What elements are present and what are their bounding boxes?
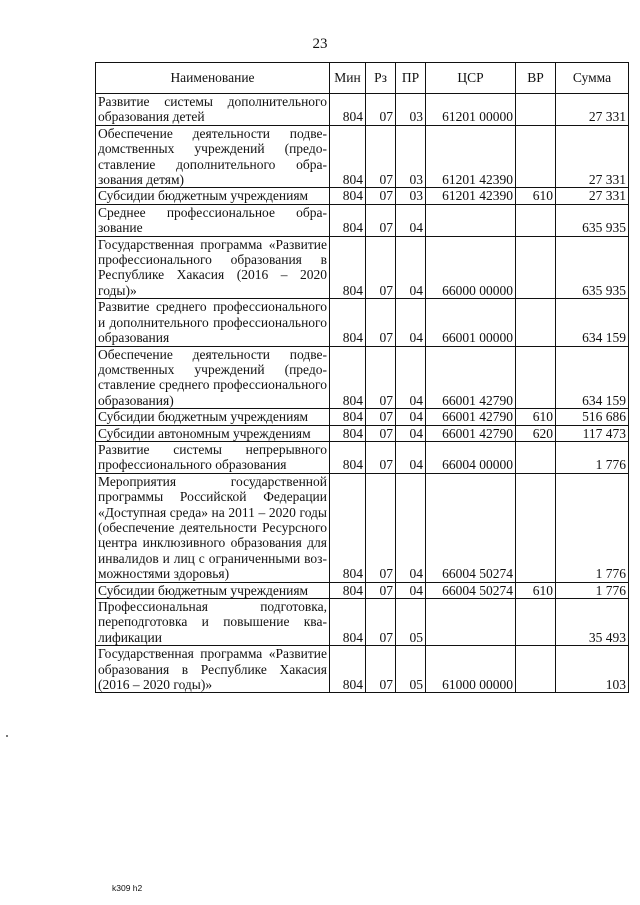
cell-vr bbox=[516, 299, 556, 346]
cell-csr: 66004 50274 bbox=[426, 473, 516, 582]
cell-vr: 610 bbox=[516, 582, 556, 598]
cell-pr: 04 bbox=[396, 346, 426, 409]
cell-sum: 27 331 bbox=[556, 125, 629, 188]
cell-pr: 04 bbox=[396, 425, 426, 441]
cell-name: Профессиональная подготовка, переподготовка и повышение квалификации bbox=[96, 599, 330, 646]
header-min: Мин bbox=[330, 63, 366, 94]
cell-pr: 04 bbox=[396, 582, 426, 598]
header-rz: Рз bbox=[366, 63, 396, 94]
cell-name: Мероприятия государственной программы Российской Федерации «Доступная среда» на 2011 – 2020 годы (обеспечение деятельности Ресурсного центра инклюзивного образования для инвалидов и лиц с ограниченными возможностями здоровья) bbox=[96, 473, 330, 582]
cell-min: 804 bbox=[330, 599, 366, 646]
table-row bbox=[96, 299, 629, 346]
cell-sum: 27 331 bbox=[556, 188, 629, 204]
cell-min: 804 bbox=[330, 204, 366, 236]
cell-name: Государственная программа «Развитие образования в Республике Хакасия (2016 – 2020 годы)» bbox=[96, 646, 330, 693]
header-sum: Сумма bbox=[556, 63, 629, 94]
cell-sum: 634 159 bbox=[556, 346, 629, 409]
cell-min: 804 bbox=[330, 425, 366, 441]
cell-min: 804 bbox=[330, 125, 366, 188]
cell-name: Субсидии бюджетным учреждениям bbox=[96, 409, 330, 425]
cell-rz: 07 bbox=[366, 473, 396, 582]
cell-name: Обеспечение деятельности подведомственных учреждений (предоставление среднего профессионального образования) bbox=[96, 346, 330, 409]
cell-vr bbox=[516, 599, 556, 646]
table-row bbox=[96, 425, 629, 441]
cell-vr bbox=[516, 236, 556, 299]
cell-name: Субсидии бюджетным учреждениям bbox=[96, 188, 330, 204]
cell-vr: 610 bbox=[516, 409, 556, 425]
header-csr: ЦСР bbox=[426, 63, 516, 94]
cell-sum: 1 776 bbox=[556, 473, 629, 582]
cell-rz: 07 bbox=[366, 236, 396, 299]
cell-csr: 66001 42790 bbox=[426, 425, 516, 441]
table-row bbox=[96, 409, 629, 425]
cell-rz: 07 bbox=[366, 582, 396, 598]
cell-vr: 620 bbox=[516, 425, 556, 441]
cell-pr: 05 bbox=[396, 599, 426, 646]
cell-csr: 66004 50274 bbox=[426, 582, 516, 598]
cell-pr: 05 bbox=[396, 646, 426, 693]
table-row bbox=[96, 94, 629, 126]
cell-pr: 04 bbox=[396, 441, 426, 473]
cell-vr bbox=[516, 125, 556, 188]
cell-sum: 516 686 bbox=[556, 409, 629, 425]
cell-pr: 03 bbox=[396, 125, 426, 188]
cell-min: 804 bbox=[330, 646, 366, 693]
cell-rz: 07 bbox=[366, 204, 396, 236]
cell-min: 804 bbox=[330, 441, 366, 473]
table-row bbox=[96, 236, 629, 299]
table-row bbox=[96, 204, 629, 236]
cell-csr: 66001 42790 bbox=[426, 409, 516, 425]
cell-rz: 07 bbox=[366, 409, 396, 425]
cell-name: Субсидии автономным учреждениям bbox=[96, 425, 330, 441]
cell-name: Развитие системы дополнительного образования детей bbox=[96, 94, 330, 126]
table-row bbox=[96, 441, 629, 473]
cell-sum: 117 473 bbox=[556, 425, 629, 441]
cell-vr bbox=[516, 346, 556, 409]
header-name: Наименование bbox=[96, 63, 330, 94]
cell-vr bbox=[516, 473, 556, 582]
cell-csr bbox=[426, 204, 516, 236]
cell-min: 804 bbox=[330, 582, 366, 598]
cell-rz: 07 bbox=[366, 425, 396, 441]
cell-csr: 66001 42790 bbox=[426, 346, 516, 409]
scan-mark bbox=[6, 735, 8, 737]
cell-rz: 07 bbox=[366, 441, 396, 473]
cell-csr bbox=[426, 599, 516, 646]
cell-name: Обеспечение деятельности подведомственных учреждений (предоставление дополнительного образования детям) bbox=[96, 125, 330, 188]
cell-min: 804 bbox=[330, 346, 366, 409]
cell-name: Государственная программа «Развитие профессионального образования в Республике Хакасия (2016 – 2020 годы)» bbox=[96, 236, 330, 299]
page-number: 23 bbox=[312, 36, 328, 52]
cell-csr: 61201 42390 bbox=[426, 188, 516, 204]
cell-csr: 66001 00000 bbox=[426, 299, 516, 346]
cell-csr: 61000 00000 bbox=[426, 646, 516, 693]
cell-vr bbox=[516, 646, 556, 693]
cell-vr bbox=[516, 204, 556, 236]
cell-sum: 635 935 bbox=[556, 204, 629, 236]
table-row bbox=[96, 646, 629, 693]
cell-sum: 1 776 bbox=[556, 582, 629, 598]
cell-rz: 07 bbox=[366, 599, 396, 646]
cell-sum: 1 776 bbox=[556, 441, 629, 473]
cell-csr: 61201 42390 bbox=[426, 125, 516, 188]
cell-rz: 07 bbox=[366, 125, 396, 188]
cell-sum: 35 493 bbox=[556, 599, 629, 646]
cell-pr: 04 bbox=[396, 473, 426, 582]
cell-vr: 610 bbox=[516, 188, 556, 204]
cell-rz: 07 bbox=[366, 299, 396, 346]
cell-csr: 66004 00000 bbox=[426, 441, 516, 473]
cell-rz: 07 bbox=[366, 646, 396, 693]
cell-rz: 07 bbox=[366, 188, 396, 204]
cell-min: 804 bbox=[330, 473, 366, 582]
cell-pr: 03 bbox=[396, 94, 426, 126]
header-pr: ПР bbox=[396, 63, 426, 94]
cell-name: Развитие среднего профессионального и дополнительного профессионального образования bbox=[96, 299, 330, 346]
cell-rz: 07 bbox=[366, 346, 396, 409]
cell-pr: 04 bbox=[396, 236, 426, 299]
cell-sum: 635 935 bbox=[556, 236, 629, 299]
cell-min: 804 bbox=[330, 299, 366, 346]
header-vr: ВР bbox=[516, 63, 556, 94]
cell-min: 804 bbox=[330, 188, 366, 204]
table-row bbox=[96, 473, 629, 582]
table-body bbox=[96, 94, 629, 693]
cell-min: 804 bbox=[330, 94, 366, 126]
cell-csr: 61201 00000 bbox=[426, 94, 516, 126]
cell-pr: 04 bbox=[396, 204, 426, 236]
cell-sum: 634 159 bbox=[556, 299, 629, 346]
table-row bbox=[96, 125, 629, 188]
budget-table bbox=[95, 62, 629, 693]
table-row bbox=[96, 346, 629, 409]
cell-name: Субсидии бюджетным учреждениям bbox=[96, 582, 330, 598]
cell-min: 804 bbox=[330, 409, 366, 425]
cell-pr: 03 bbox=[396, 188, 426, 204]
table-row bbox=[96, 188, 629, 204]
cell-name: Среднее профессиональное образование bbox=[96, 204, 330, 236]
cell-csr: 66000 00000 bbox=[426, 236, 516, 299]
cell-vr bbox=[516, 441, 556, 473]
table-row bbox=[96, 582, 629, 598]
cell-sum: 27 331 bbox=[556, 94, 629, 126]
cell-name: Развитие системы непрерывного профессионального образования bbox=[96, 441, 330, 473]
table-row bbox=[96, 599, 629, 646]
cell-min: 804 bbox=[330, 236, 366, 299]
footer-code: k309 h2 bbox=[112, 883, 143, 893]
cell-rz: 07 bbox=[366, 94, 396, 126]
cell-sum: 103 bbox=[556, 646, 629, 693]
cell-pr: 04 bbox=[396, 409, 426, 425]
table-header-row bbox=[96, 63, 629, 94]
cell-vr bbox=[516, 94, 556, 126]
cell-pr: 04 bbox=[396, 299, 426, 346]
